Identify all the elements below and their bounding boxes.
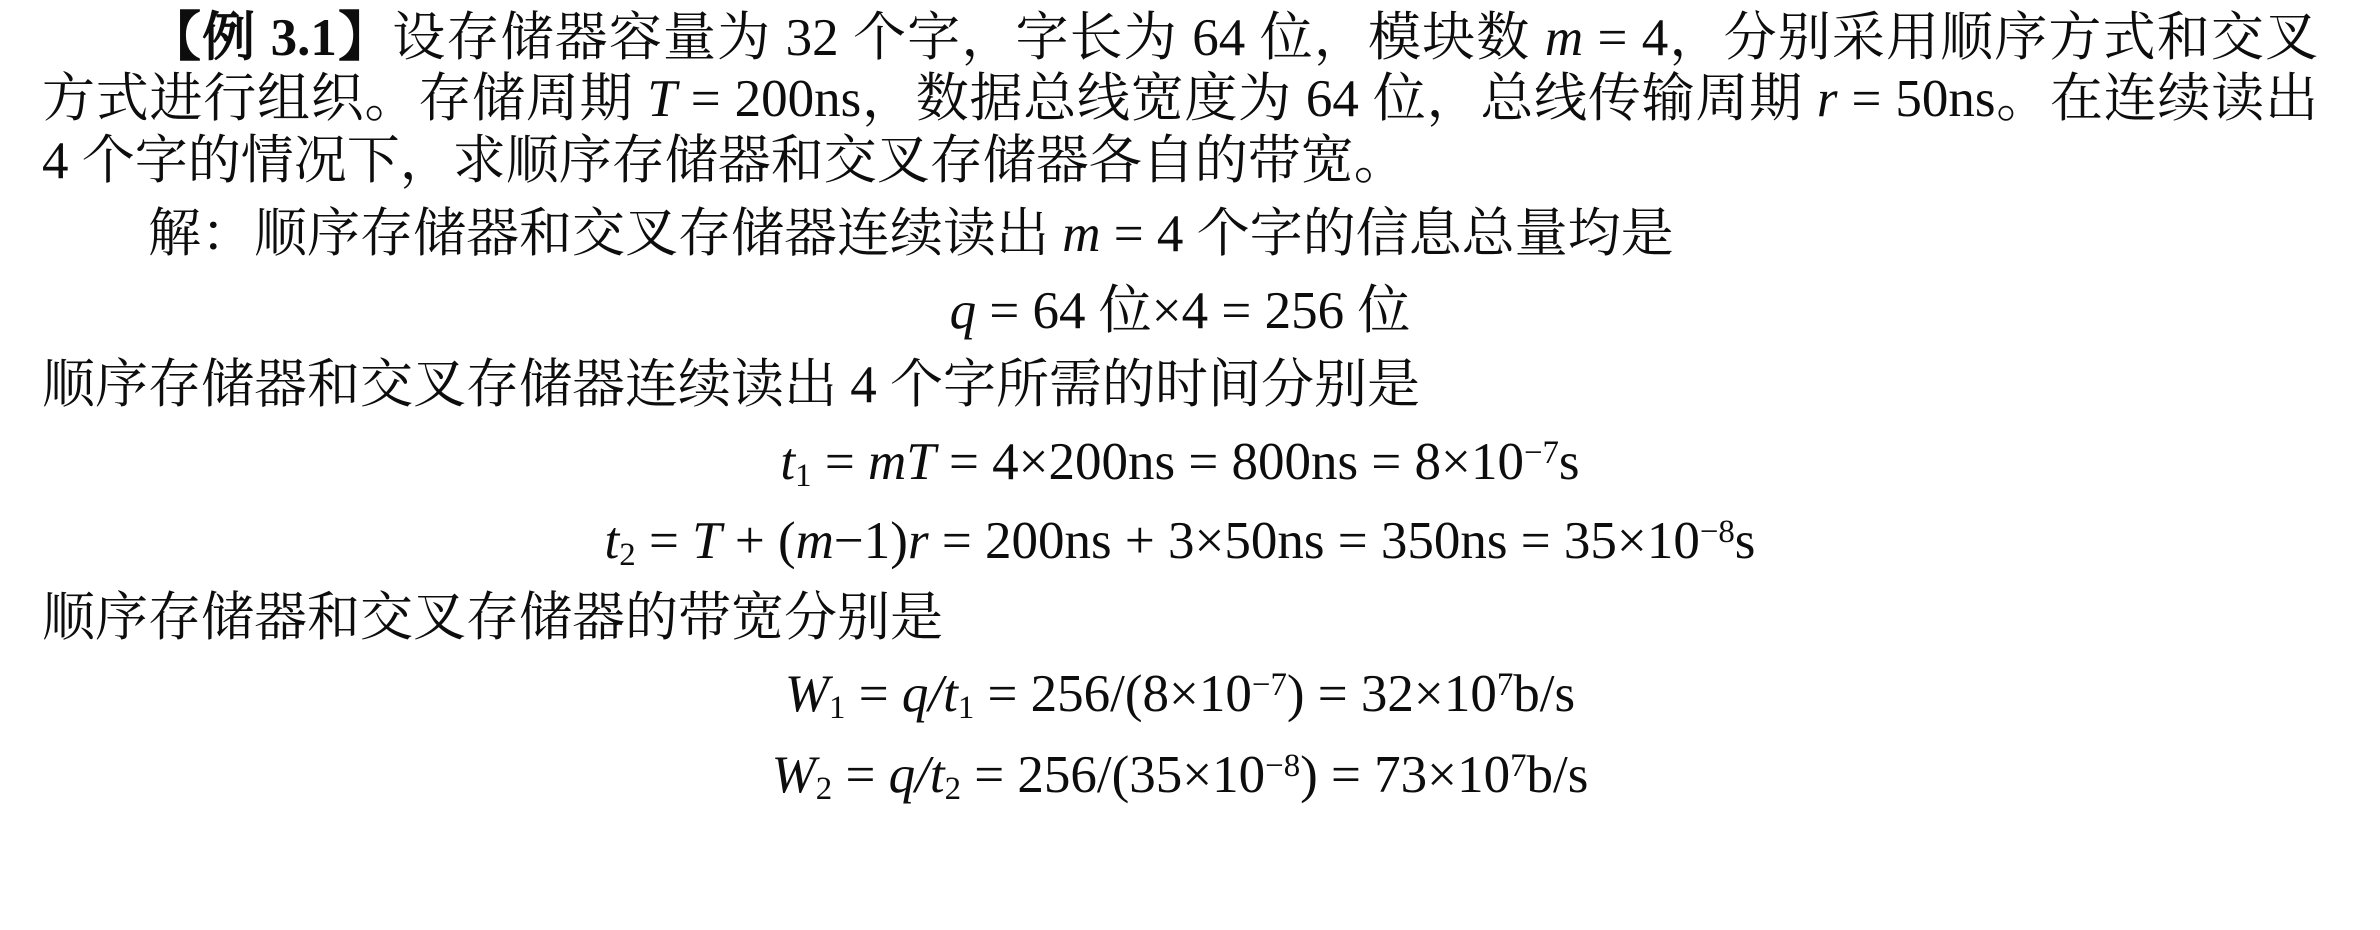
eq-t2-T: T [692, 511, 722, 570]
bandwidth-lead-text: 顺序存储器和交叉存储器的带宽分别是 [42, 588, 943, 647]
equation-q [42, 280, 2318, 343]
eq-w2-slash: / [915, 746, 930, 805]
eq-w2-exponent-2: 7 [1510, 748, 1527, 785]
eq-t2-body: = 200ns + 3×50ns = 350ns = 35×10 [928, 511, 1700, 570]
problem-var-m: m [1544, 9, 1584, 67]
problem-text-2b: = 200ns，数据总线宽度为 64 位，总线传输周期 [676, 70, 1817, 129]
solution-paragraph [42, 204, 2318, 265]
problem-text-1b: = 4，分别采用顺序方式和交叉 [1583, 9, 2319, 67]
eq-t2-exponent: −8 [1699, 514, 1735, 551]
document-page [0, 8, 2380, 930]
solution-label: 解： [148, 205, 254, 264]
eq-w2-t-subscript: 2 [944, 771, 962, 808]
problem-text-2c: = 50ns。在连续读 [1837, 70, 2266, 129]
eq-w2-exponent: −8 [1265, 748, 1301, 785]
time-lead-text: 顺序存储器和交叉存储器连续读出 4 个字所需的时间分别是 [42, 356, 1420, 415]
eq-w2-body: = 256/(35×10 [961, 746, 1266, 805]
eq-t2-plus: + ( [721, 511, 796, 570]
eq-w1-exponent-2: 7 [1496, 667, 1514, 704]
eq-w2-subscript: 2 [815, 771, 833, 808]
equation-t2 [42, 510, 2318, 575]
eq-w1-tail: ) = 32×10 [1286, 665, 1497, 724]
eq-t2-unit: s [1734, 511, 1756, 570]
solution-text-a: 顺序存储器和交叉存储器连续读出 [254, 205, 1063, 264]
solution-var-m: m [1062, 205, 1101, 264]
eq-w1-equals: = [845, 665, 902, 724]
equation-w1 [42, 663, 2318, 728]
eq-t2-r: r [907, 511, 929, 570]
problem-var-T: T [647, 70, 677, 129]
eq-q-body: = 64 位×4 = 256 位 [976, 281, 1411, 340]
eq-w1-body: = 256/(8×10 [974, 665, 1252, 724]
eq-t1-unit: s [1558, 432, 1580, 491]
problem-paragraph [42, 8, 2318, 192]
eq-w2-unit: b/s [1526, 746, 1589, 805]
document-body [0, 8, 2380, 809]
problem-text-1a: 设存储器容量为 32 个字，字长为 64 位，模块数 [392, 9, 1545, 67]
eq-t1-variable: t [780, 432, 796, 491]
eq-w1-unit: b/s [1513, 665, 1576, 724]
problem-text-3: 出 4 个字的情况下，求顺序存储器和交叉存储器各自的带宽。 [42, 70, 2319, 190]
eq-w2-equals: = [832, 746, 889, 805]
eq-q-variable: q [949, 281, 977, 340]
eq-w1-slash: / [928, 665, 944, 724]
eq-t1-equals: = [811, 432, 868, 491]
eq-t2-minus-one: −1) [833, 511, 908, 570]
eq-w2-q: q [888, 746, 916, 805]
eq-t2-subscript: 2 [619, 537, 636, 574]
eq-w2-t: t [929, 746, 945, 805]
eq-t2-variable: t [604, 511, 620, 570]
eq-w1-t-subscript: 1 [957, 690, 975, 727]
eq-t1-subscript: 1 [795, 458, 812, 495]
eq-w2-tail: ) = 73×10 [1300, 746, 1511, 805]
eq-w2-variable: W [771, 746, 816, 805]
problem-var-r: r [1816, 70, 1838, 129]
eq-w1-exponent: −7 [1251, 667, 1287, 704]
eq-t1-mT: mT [867, 432, 936, 491]
example-label: 【例 3.1】 [148, 9, 393, 67]
eq-t2-m: m [795, 511, 834, 570]
eq-w1-subscript: 1 [829, 690, 846, 727]
eq-w1-t: t [943, 665, 958, 724]
eq-t1-body: = 4×200ns = 800ns = 8×10 [935, 432, 1524, 491]
problem-text-2a: 方式进行组织。存储周期 [42, 70, 648, 129]
solution-text-b: = 4 个字的信息总量均是 [1100, 205, 1674, 264]
eq-t1-exponent: −7 [1523, 435, 1559, 472]
eq-w1-q: q [901, 665, 929, 724]
eq-w1-variable: W [784, 665, 830, 724]
equation-t1 [42, 431, 2318, 496]
equation-w2 [42, 744, 2318, 809]
eq-t2-equals: = [635, 511, 693, 570]
